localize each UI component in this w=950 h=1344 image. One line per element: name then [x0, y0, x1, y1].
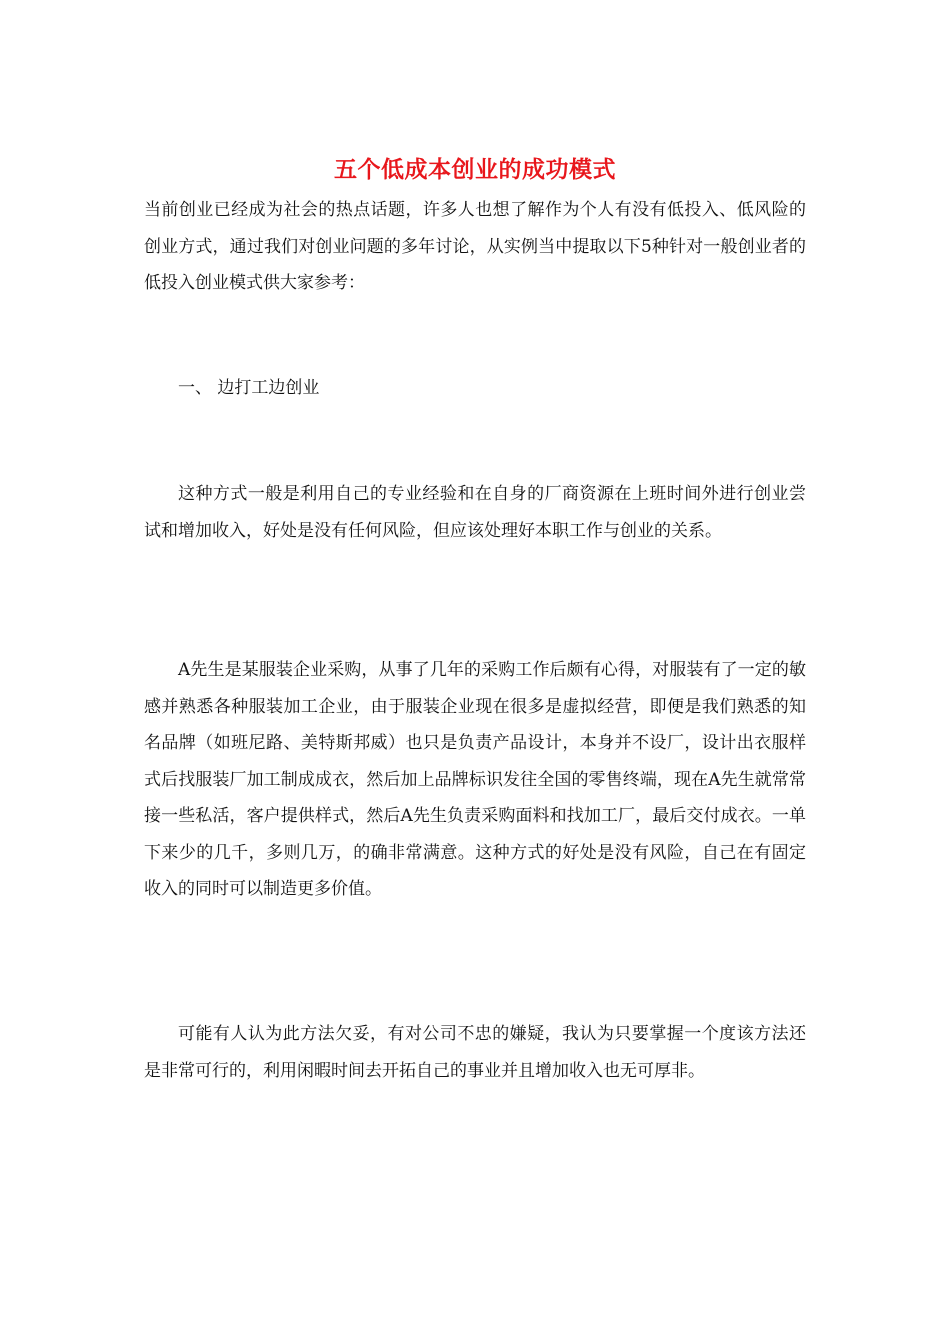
body-paragraph: A先生是某服装企业采购，从事了几年的采购工作后颇有心得，对服装有了一定的敏感并熟悉各种服装加工企业，由于服装企业现在很多是虚拟经营，即便是我们熟悉的知名品牌（如班尼路、美特斯邦威）也只是负责产品设计，本身并不设厂，设计出衣服样式后找服装厂加工制成成衣，然后加上品牌标识发往全国的零售终端，现在A先生就常常接一些私活，客户提供样式，然后A先生负责采购面料和找加工厂，最后交付成衣。一单下来少的几千，多则几万，的确非常满意。这种方式的好处是没有风险，自己在有固定收入的同时可以制造更多价值。 [144, 660, 806, 899]
body-paragraph: 这种方式一般是利用自己的专业经验和在自身的厂商资源在上班时间外进行创业尝试和增加收入，好处是没有任何风险，但应该处理好本职工作与创业的关系。 [144, 484, 806, 541]
section-heading-1: 一、 边打工边创业 [178, 378, 320, 398]
intro-paragraph: 当前创业已经成为社会的热点话题，许多人也想了解作为个人有没有低投入、低风险的创业方式，通过我们对创业问题的多年讨论，从实例当中提取以下5种针对一般创业者的低投入创业模式供大家参考： [144, 200, 806, 293]
document-title: 五个低成本创业的成功模式 [334, 156, 616, 183]
body-paragraph: 可能有人认为此方法欠妥，有对公司不忠的嫌疑，我认为只要掌握一个度该方法还是非常可行的，利用闲暇时间去开拓自己的事业并且增加收入也无可厚非。 [144, 1024, 806, 1081]
